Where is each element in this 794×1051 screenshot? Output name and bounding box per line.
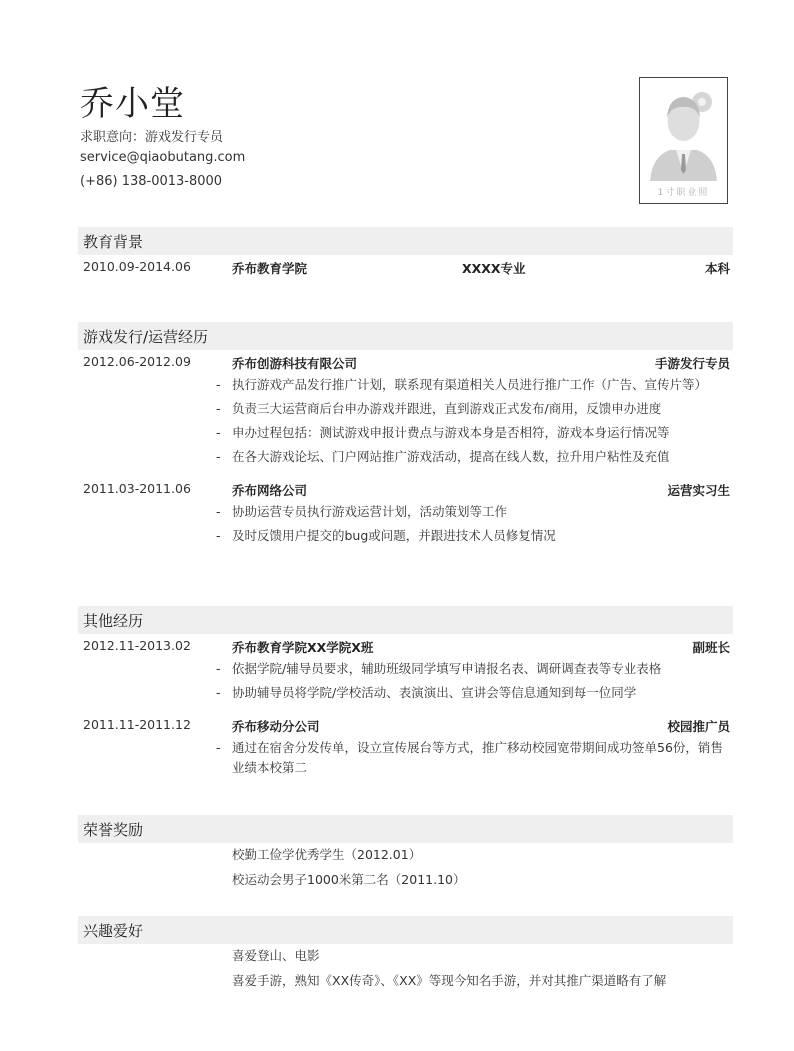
section-title: 游戏发行/运营经历 xyxy=(83,328,209,346)
major: XXXX专业 xyxy=(462,261,526,276)
section-title: 荣誉奖励 xyxy=(83,821,144,839)
other-section xyxy=(78,606,733,782)
candidate-name: 乔小堂 xyxy=(80,84,185,124)
job-role: 校园推广员 xyxy=(667,719,730,734)
bullet-item: - 执行游戏产品发行推广计划，联系现有渠道相关人员进行推广工作（广告、宣传片等） xyxy=(216,377,708,392)
work-entry xyxy=(78,477,733,501)
bullet-text: 执行游戏产品发行推广计划，联系现有渠道相关人员进行推广工作（广告、宣传片等） xyxy=(232,377,708,392)
bullet-text: 协助运营专员执行游戏运营计划，活动策划等工作 xyxy=(232,504,508,519)
job-role: 手游发行专员 xyxy=(654,356,730,371)
entry-date: 2011.11-2011.12 xyxy=(83,717,191,732)
hobbies-section xyxy=(78,916,733,996)
bullet-item: - 在各大游戏论坛、门户网站推广游戏活动，提高在线人数，拉升用户粘性及充值 xyxy=(216,449,670,464)
bullet-text: 依据学院/辅导员要求，辅助班级同学填写申请报名表、调研调查表等专业表格 xyxy=(232,661,662,676)
section-title: 教育背景 xyxy=(83,233,144,251)
job-intent: 求职意向：游戏发行专员 xyxy=(80,130,224,145)
work-entry xyxy=(78,350,733,374)
bullet-item: - 负责三大运营商后台申办游戏并跟进，直到游戏正式发布/商用，反馈申办进度 xyxy=(216,401,662,416)
bullet-item: - 协助运营专员执行游戏运营计划，活动策划等工作 xyxy=(216,504,508,519)
bullet-item: - 及时反馈用户提交的bug或问题，并跟进技术人员修复情况 xyxy=(216,528,556,543)
honor-item: 校勤工俭学优秀学生（2012.01） xyxy=(232,847,422,862)
section-header xyxy=(78,606,733,634)
photo-caption: 1寸职业照 xyxy=(657,188,710,198)
bullet-text: 负责三大运营商后台申办游戏并跟进，直到游戏正式发布/商用，反馈申办进度 xyxy=(232,401,662,416)
section-header xyxy=(78,815,733,843)
bullet-text: 协助辅导员将学院/学校活动、表演演出、宣讲会等信息通知到每一位同学 xyxy=(232,685,637,700)
section-header xyxy=(78,916,733,944)
org-name: 乔布移动分公司 xyxy=(232,719,320,734)
photo-placeholder xyxy=(639,77,728,204)
work-section xyxy=(78,322,733,550)
entry-date: 2012.06-2012.09 xyxy=(83,354,191,369)
bullet-text: 及时反馈用户提交的bug或问题，并跟进技术人员修复情况 xyxy=(232,528,556,543)
company-name: 乔布创游科技有限公司 xyxy=(232,356,358,371)
email: service@qiaobutang.com xyxy=(80,150,246,165)
section-title: 其他经历 xyxy=(83,612,144,630)
entry-date: 2012.11-2013.02 xyxy=(83,638,191,653)
honors-section xyxy=(78,815,733,895)
bullet-item: - 通过在宿舍分发传单，设立宣传展台等方式，推广移动校园宽带期间成功签单56份，销售业绩本校第二 xyxy=(216,740,723,775)
entry-date: 2010.09-2014.06 xyxy=(83,259,191,274)
bullet-item: - 协助辅导员将学院/学校活动、表演演出、宣讲会等信息通知到每一位同学 xyxy=(216,685,637,700)
bullet-text: 申办过程包括：测试游戏申报计费点与游戏本身是否相符，游戏本身运行情况等 xyxy=(232,425,670,440)
section-header xyxy=(78,227,733,255)
bullet-item: - 申办过程包括：测试游戏申报计费点与游戏本身是否相符，游戏本身运行情况等 xyxy=(216,425,670,440)
org-name: 乔布教育学院XX学院X班 xyxy=(232,640,374,655)
degree: 本科 xyxy=(704,261,730,276)
job-role: 运营实习生 xyxy=(667,483,730,498)
entry-date: 2011.03-2011.06 xyxy=(83,481,191,496)
phone: (+86) 138-0013-8000 xyxy=(80,174,223,189)
section-header xyxy=(78,322,733,350)
hobby-item: 喜爱登山、电影 xyxy=(232,948,320,963)
education-section xyxy=(78,227,733,279)
other-entry xyxy=(78,634,733,658)
hobby-item: 喜爱手游，熟知《XX传奇》、《XX》等现今知名手游，并对其推广渠道略有了解 xyxy=(232,973,667,988)
other-entry xyxy=(78,713,733,737)
section-title: 兴趣爱好 xyxy=(83,922,144,940)
company-name: 乔布网络公司 xyxy=(232,483,308,498)
education-entry xyxy=(78,255,733,279)
bullet-text: 通过在宿舍分发传单，设立宣传展台等方式，推广移动校园宽带期间成功签单56份，销售业绩本校第二 xyxy=(232,740,723,775)
school-name: 乔布教育学院 xyxy=(232,261,308,276)
bullet-text: 在各大游戏论坛、门户网站推广游戏活动，提高在线人数，拉升用户粘性及充值 xyxy=(232,449,670,464)
bullet-item: - 依据学院/辅导员要求，辅助班级同学填写申请报名表、调研调查表等专业表格 xyxy=(216,661,662,676)
honor-item: 校运动会男子1000米第二名（2011.10） xyxy=(232,872,466,887)
job-role: 副班长 xyxy=(692,640,730,655)
